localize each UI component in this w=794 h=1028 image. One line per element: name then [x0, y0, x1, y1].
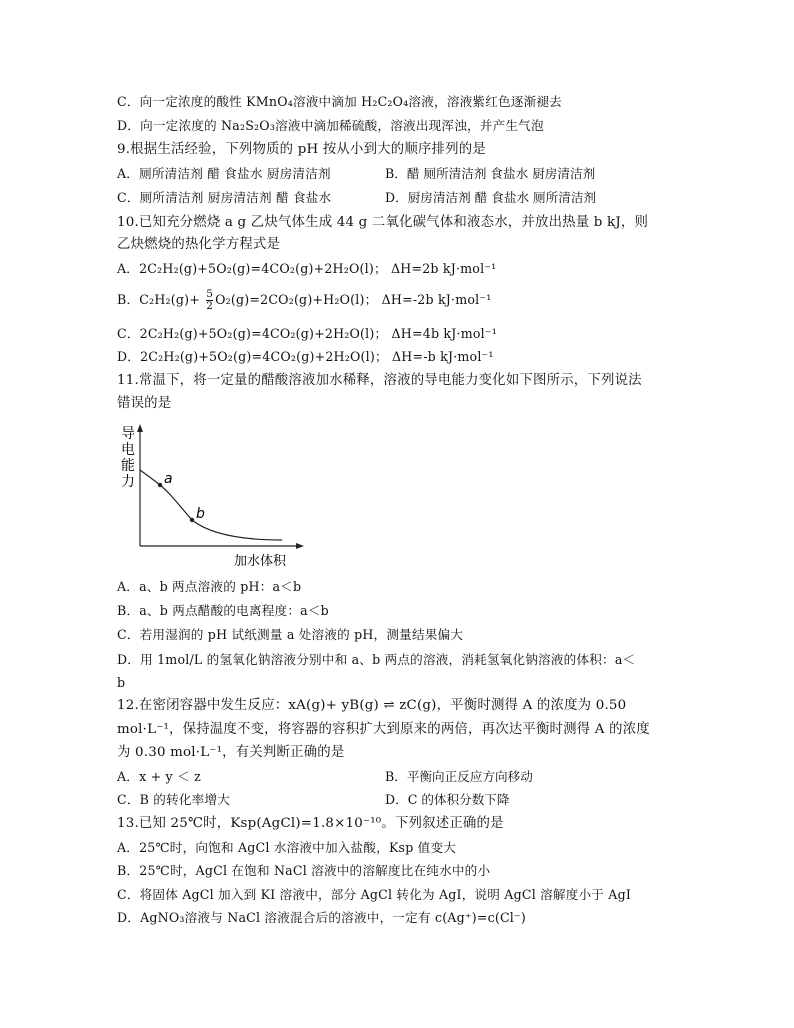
q10-option-b-pre: B．C₂H₂(g)+ — [117, 292, 205, 307]
q12-option-d: D．C 的体积分数下降 — [385, 792, 510, 807]
q12-stem-line2: mol·L⁻¹，保持温度不变，将容器的容积扩大到原来的两倍，再次达平衡时测得 A 的浓度 — [117, 722, 650, 737]
q12-option-c: C．B 的转化率增大 — [117, 792, 231, 807]
x-axis-arrow-icon — [296, 543, 304, 549]
q11-option-b: B．a、b 两点醋酸的电离程度：a＜b — [117, 603, 329, 618]
q9-option-c: C．厕所清洁剂 厨房清洁剂 醋 食盐水 — [117, 190, 332, 205]
q12-stem-line1: 12.在密闭容器中发生反应：xA(g)+ yB(g) ⇌ zC(g)，平衡时测得 A 的浓度为 0.50 — [117, 698, 627, 713]
q11-option-d-line2: b — [117, 675, 126, 690]
q10-option-d: D．2C₂H₂(g)+5O₂(g)=4CO₂(g)+2H₂O(l)； ΔH=-b kJ·mol⁻¹ — [117, 349, 494, 364]
fraction-numerator: 5 — [206, 288, 214, 300]
q10-stem-line1: 10.已知充分燃烧 a g 乙炔气体生成 44 g 二氧化碳气体和液态水，并放出热量 b kJ，则 — [117, 215, 649, 230]
q10-option-a: A．2C₂H₂(g)+5O₂(g)=4CO₂(g)+2H₂O(l)； ΔH=2b kJ·mol⁻¹ — [117, 261, 497, 276]
conductivity-figure — [112, 422, 312, 572]
q11-option-a: A．a、b 两点溶液的 pH：a＜b — [117, 579, 302, 594]
q11-option-c: C．若用湿润的 pH 试纸测量 a 处溶液的 pH，测量结果偏大 — [117, 627, 464, 642]
q11-option-d-line1: D．用 1mol/L 的氢氧化钠溶液分别中和 a、b 两点的溶液，消耗氢氧化钠溶液的体积：a＜ — [117, 652, 636, 667]
y-axis-arrow-icon — [137, 424, 143, 432]
q9-stem: 9.根据生活经验，下列物质的 pH 按从小到大的顺序排列的是 — [117, 142, 486, 157]
point-b-label: b — [196, 506, 205, 522]
y-label-char-4: 力 — [121, 474, 135, 490]
fraction-denominator: 2 — [206, 300, 214, 312]
q13-option-b: B．25℃时，AgCl 在饱和 NaCl 溶液中的溶解度比在纯水中的小 — [117, 863, 491, 878]
q13-stem: 13.已知 25℃时，Ksp(AgCl)=1.8×10⁻¹⁰。下列叙述正确的是 — [117, 816, 504, 831]
q8-option-c: C．向一定浓度的酸性 KMnO₄溶液中滴加 H₂C₂O₄溶液，溶液紫红色逐渐褪去 — [117, 94, 562, 109]
y-label-char-1: 导 — [121, 426, 135, 442]
y-label-char-3: 能 — [121, 458, 135, 474]
q9-option-d: D．厨房清洁剂 醋 食盐水 厕所清洁剂 — [385, 190, 597, 205]
conductivity-curve — [140, 470, 282, 540]
q10-option-b-post: O₂(g)=2CO₂(g)+H₂O(l)； ΔH=-2b kJ·mol⁻¹ — [215, 292, 492, 307]
q11-stem-line2: 错误的是 — [117, 396, 172, 411]
q12-stem-line3: 为 0.30 mol·L⁻¹，有关判断正确的是 — [117, 745, 345, 760]
y-label-char-2: 电 — [121, 442, 135, 458]
q12-option-b: B．平衡向正反应方向移动 — [385, 769, 533, 784]
q13-option-c: C．将固体 AgCl 加入到 KI 溶液中，部分 AgCl 转化为 AgI，说明 AgCl 溶解度小于 AgI — [117, 887, 632, 902]
q13-option-a: A．25℃时，向饱和 AgCl 水溶液中加入盐酸，Ksp 值变大 — [117, 840, 457, 855]
point-b-marker — [190, 518, 194, 522]
q8-option-d: D．向一定浓度的 Na₂S₂O₃溶液中滴加稀硫酸，溶液出现浑浊，并产生气泡 — [117, 118, 544, 133]
q12-option-a: A．x + y ＜ z — [117, 769, 201, 784]
q10-stem-line2: 乙炔燃烧的热化学方程式是 — [117, 237, 281, 252]
q10-option-c: C．2C₂H₂(g)+5O₂(g)=4CO₂(g)+2H₂O(l)； ΔH=4b kJ·mol⁻¹ — [117, 326, 497, 341]
q13-option-d: D．AgNO₃溶液与 NaCl 溶液混合后的溶液中，一定有 c(Ag⁺)=c(Cl⁻) — [117, 910, 526, 925]
q11-stem-line1: 11.常温下，将一定量的醋酸溶液加水稀释，溶液的导电能力变化如下图所示，下列说法 — [117, 373, 642, 388]
q10-option-b — [117, 289, 492, 312]
fraction-five-halves — [206, 289, 213, 312]
point-a-label: a — [164, 471, 173, 487]
point-a-marker — [158, 483, 162, 487]
q9-option-b: B．醋 厕所清洁剂 食盐水 厨房清洁剂 — [385, 166, 596, 181]
q9-option-a: A．厕所清洁剂 醋 食盐水 厨房清洁剂 — [117, 166, 331, 181]
x-axis-label: 加水体积 — [234, 554, 287, 569]
